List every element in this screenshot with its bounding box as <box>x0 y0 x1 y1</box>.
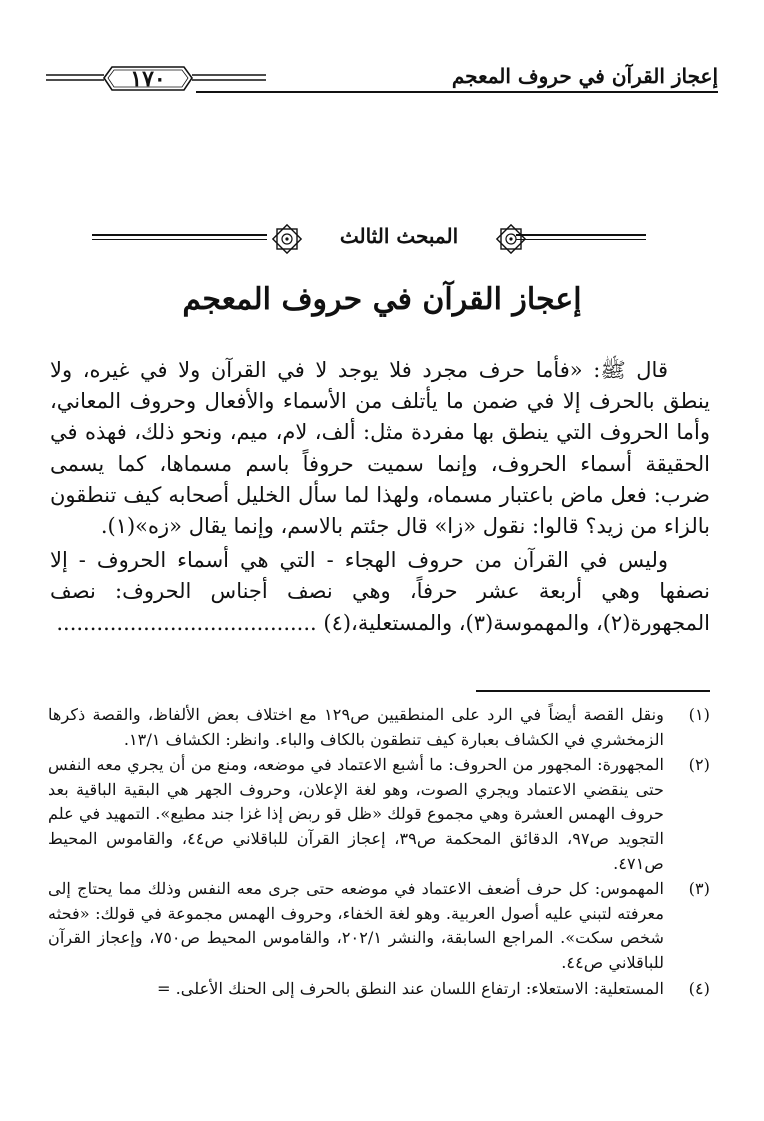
footnote <box>48 877 710 975</box>
star-ornament-icon <box>494 222 528 256</box>
footnote-text: المهموس: كل حرف أضعف الاعتماد في موضعه حتى جرى معه النفس وذلك مما يحتاج إلى معرفته لتبني عليه أصول العربية. وهو لغة الخفاء، وحروف الهمس مجموعة في قولك: «فحثه شخص سكت». المراجع السابقة، والنشر ٢٠٢/١، والقاموس المحيط ص٧٥٠، وإعجاز القرآن للباقلاني ص٤٤. <box>48 879 665 972</box>
header-rule <box>196 91 718 93</box>
paragraph: قال ﷺ: «فأما حرف مجرد فلا يوجد لا في القرآن ولا في غيره، ولا ينطق بالحرف إلا في ضمن ما يأتلف من الأسماء والأفعال وحروف المعاني، وأما الحروف التي ينطق بها مفردة مثل: ألف، لام، ميم، ونحو ذلك، فهذه في الحقيقة أسماء الحروف، وإنما سميت حروفاً باسم مسماها، كما يسمى ضرب: فعل ماض باعتبار مسماه، ولهذا لما سأل الخليل أصحابه كيف تنطقون بالزاء من زيد؟ قالوا: نقول «زا» قال جئتم بالاسم، وإنما يقال «زه»(١). <box>50 358 710 539</box>
footnote-text: المجهورة: المجهور من الحروف: ما أشبع الاعتماد في موضعه، ومنع من أن يجري معه النفس حتى ينقضي الاعتماد ويجري الصوت، وهو لغة الإعلان، وحروف الجهر هي البقية الباقية بعد حروف الهمس العشرة وهي مجموع قولك «ظل قو ربض إذا غزا جند مطيع». التمهيد في علم التجويد ص٩٧، الدقائق المحكمة ص٣٩، إعجاز القرآن للباقلاني ص٤٤، والقاموس المحيط ص٤٧١. <box>48 755 664 873</box>
heading-rule-right-thin <box>516 239 646 240</box>
footnote <box>48 753 710 876</box>
footnote-divider <box>476 690 710 692</box>
heading-rule-left <box>92 234 267 236</box>
star-ornament-icon <box>270 222 304 256</box>
section-heading <box>92 222 646 256</box>
continuation-dots: ....................................... <box>56 610 317 635</box>
footnote-number: (١) <box>688 705 710 724</box>
chapter-title: إعجاز القرآن في حروف المعجم <box>182 282 582 317</box>
footnotes <box>48 703 710 1002</box>
heading-rule-right <box>516 234 646 236</box>
page-number: ١٧٠ <box>130 66 166 92</box>
footnote-number: (٤) <box>688 978 710 998</box>
paragraph-text: وليس في القرآن من حروف الهجاء - التي هي أسماء الحروف - إلا نصفها وهي أربعة عشر حرفاً، وهي نصف أجناس الحروف: نصف المجهورة(٢)، والمهموسة(٣)، والمستعلية،(٤) <box>50 548 710 635</box>
body-text <box>50 355 710 639</box>
running-title: إعجاز القرآن في حروف المعجم <box>451 64 718 88</box>
section-label: المبحث الثالث <box>339 224 459 248</box>
footnote-text: المستعلية: الاستعلاء: ارتفاع اللسان عند النطق بالحرف إلى الحنك الأعلى. = <box>156 978 664 998</box>
footnote-number: (٣) <box>688 879 710 899</box>
footnote <box>48 977 710 1002</box>
page-number-ornament <box>46 62 266 96</box>
footnote-text: ونقل القصة أيضاً في الرد على المنطقيين ص١٢٩ مع اختلاف بعض الألفاظ، والقصة ذكرها الزمخشري في الكشاف بعبارة كيف تنطقون بالكاف والباء. وانظر: الكشاف ١٣/١. <box>48 705 664 749</box>
heading-rule-left-thin <box>92 239 267 240</box>
footnote-number: (٢) <box>688 755 710 775</box>
paragraph <box>50 545 710 639</box>
footnote <box>48 703 710 752</box>
page-header <box>46 62 718 102</box>
